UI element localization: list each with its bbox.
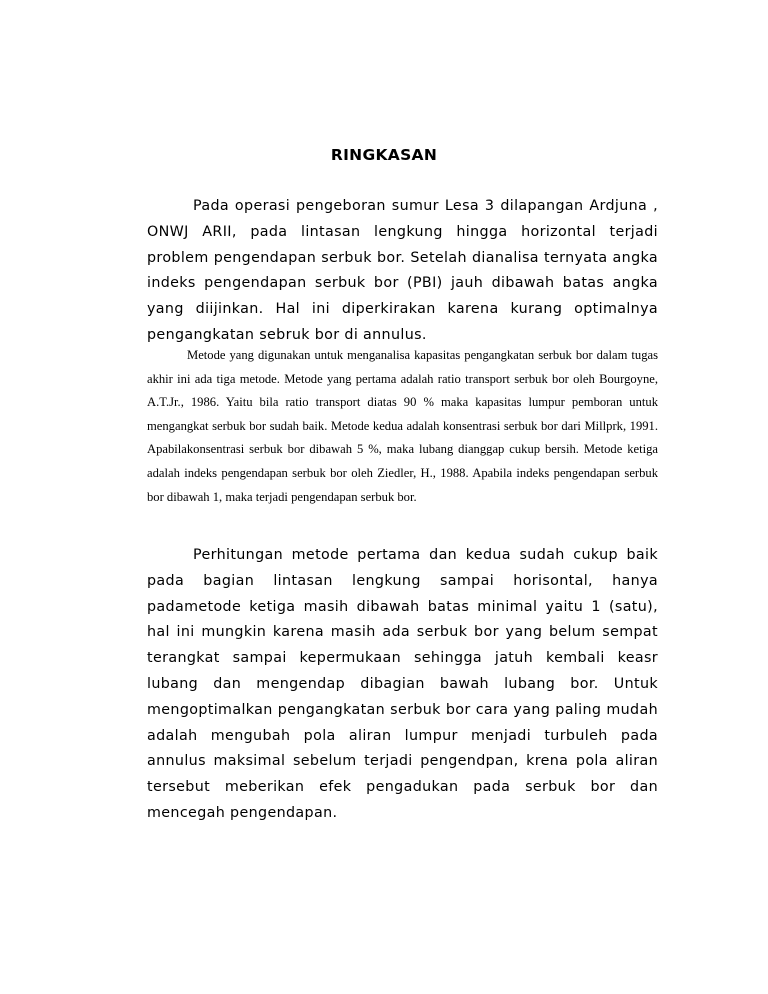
paragraph-summary-intro: Pada operasi pengeboran sumur Lesa 3 dilapangan Ardjuna , ONWJ ARII, pada lintasan lengkung hingga horizontal terjadi problem pengendapan serbuk bor. Setelah dianalisa ternyata angka indeks pengendapan serbuk bor (PBI) jauh dibawah batas angka yang diijinkan. Hal ini diperkirakan karena kurang optimalnya pengangkatan sebruk bor di annulus. (147, 198, 658, 343)
page-title: RINGKASAN (330, 146, 438, 164)
paragraph-results: Perhitungan metode pertama dan kedua sudah cukup baik pada bagian lintasan lengkung sampai horisontal, hanya padametode ketiga masih dibawah batas minimal yaitu 1 (satu), hal ini mungkin karena masih ada serbuk bor yang belum sempat terangkat sampai kepermukaan sehingga jatuh kembali keasr lubang dan mengendap dibagian bawah lubang bor. Untuk mengoptimalkan pengangkatan serbuk bor cara yang paling mudah adalah mengubah pola aliran lumpur menjadi turbuleh pada annulus maksimal sebelum terjadi pengendpan, krena pola aliran tersebut meberikan efek pengadukan pada serbuk bor dan mencegah pengendapan. (147, 547, 658, 821)
paragraph-methods: Metode yang digunakan untuk menganalisa kapasitas pengangkatan serbuk bor dalam tugas akhir ini ada tiga metode. Metode yang pertama adalah ratio transport serbuk bor oleh Bourgoyne, A.T.Jr., 1986. Yaitu bila ratio transport diatas 90 % maka kapasitas lumpur pemboran untuk mengangkat serbuk bor sudah baik. Metode kedua adalah konsentrasi serbuk bor dari Millprk, 1991. Apabilakonsentrasi serbuk bor dibawah 5 %, maka lubang dianggap cukup bersih. Metode ketiga adalah indeks pengendapan serbuk bor oleh Ziedler, H., 1988. Apabila indeks pengendapan serbuk bor dibawah 1, maka terjadi pengendapan serbuk bor. (147, 348, 658, 504)
